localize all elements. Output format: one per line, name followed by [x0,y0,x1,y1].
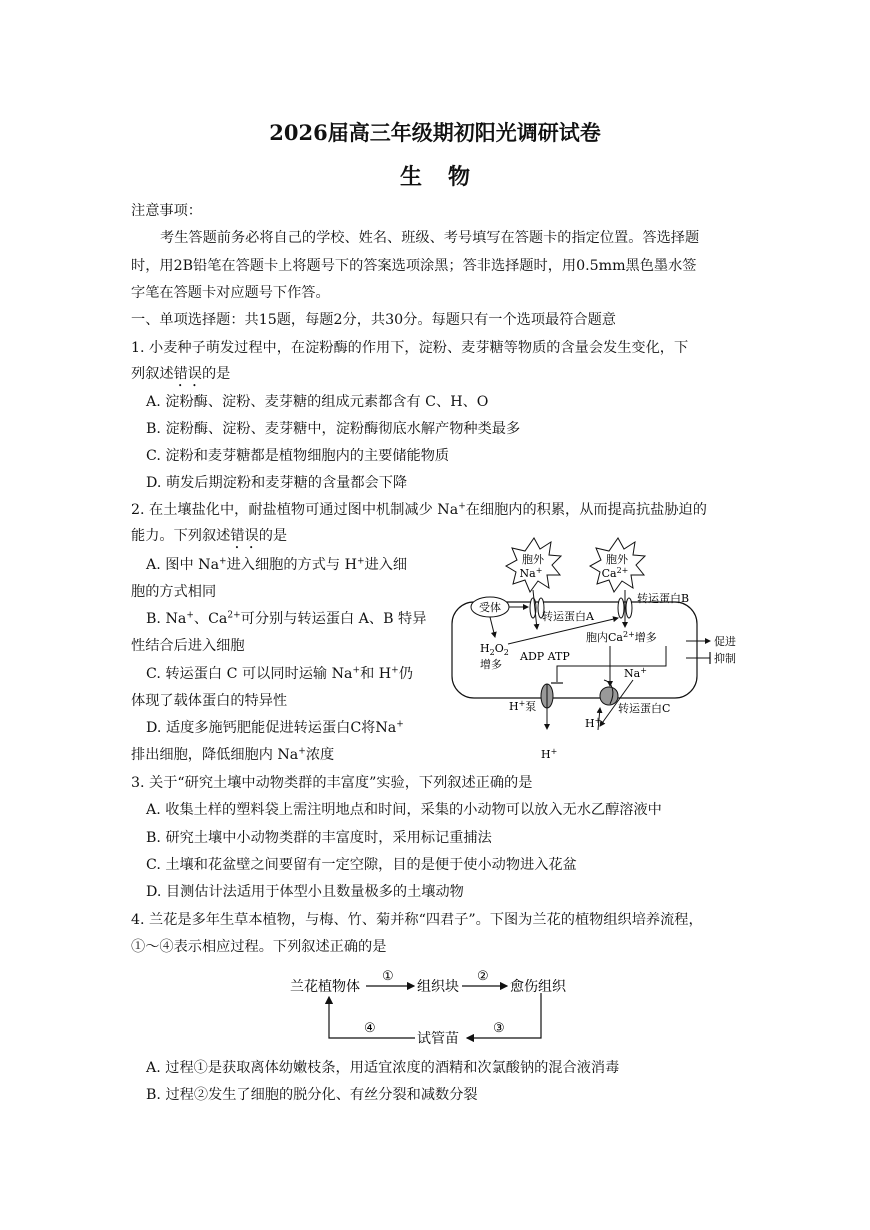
flow-node-plant: 兰花植物体 [290,979,360,995]
transporter-a-label: 转运蛋白A [542,610,594,623]
transporter-b-label: 转运蛋白B [637,592,690,605]
q1-option-b: B. 淀粉酶、淀粉、麦芽糖中，淀粉酶彻底水解产物种类最多 [146,421,521,437]
q2-option-c: C. 转运蛋白 C 可以同时运输 Na+和 H+仍 [146,665,413,682]
q2-option-d-cont: 排出细胞，降低细胞内 Na+浓度 [131,746,335,763]
emphasis-wrong: 错误 [173,366,202,382]
flow-node-seedling: 试管苗 [417,1031,459,1047]
h-out-label: H+ [541,747,558,761]
q2-option-a-cont: 胞的方式相同 [131,584,217,600]
step-3: ③ [493,1021,505,1036]
exam-title: 2026届高三年级期初阳光调研试卷 [269,120,601,145]
na-out-ion: Na+ [519,566,543,580]
notice-line: 时，用2B铅笔在答题卡上将题号下的答案选项涂黑；答非选择题时，用0.5mm黑色墨水签 [131,258,697,274]
q2-option-a: A. 图中 Na+进入细胞的方式与 H+进入细 [146,556,408,573]
subject-title: 生物 [399,164,496,190]
q3-option-c: C. 土壤和花盆壁之间要留有一定空隙，目的是便于使小动物进入花盆 [146,857,577,873]
notice-line: 字笔在答题卡对应题号下作答。 [131,285,330,301]
transporter-c [600,687,618,705]
h-pump-label: H+泵 [509,699,537,713]
tissue-culture-flow [280,960,600,1055]
step-1: ① [382,969,394,984]
q2-stem-line2: 能力。下列叙述错误的是 [131,528,288,544]
h2o2-increase: 增多 [480,658,502,671]
q4-option-a: A. 过程①是获取离体幼嫩枝条，用适宜浓度的酒精和次氯酸钠的混合液消毒 [146,1060,620,1076]
q3-stem: 3. 关于“研究土壤中动物类群的丰富度”实验，下列叙述正确的是 [131,775,533,791]
transporter-b [626,598,632,618]
notice-heading: 注意事项： [131,203,202,219]
q4-stem-line2: ①～④表示相应过程。下列叙述正确的是 [131,939,387,955]
q2-option-d: D. 适度多施钙肥能促进转运蛋白C将Na+ [146,719,404,736]
q1-stem-line2: 列叙述错误的是 [131,366,231,382]
receptor-label: 受体 [479,601,501,614]
q3-option-d: D. 目测估计法适用于体型小且数量极多的土壤动物 [146,884,464,900]
q1-stem: 1. 小麦种子萌发过程中，在淀粉酶的作用下，淀粉、麦芽糖等物质的含量会发生变化，下 [131,340,689,356]
section-heading: 一、单项选择题：共15题，每题2分，共30分。每题只有一个选项最符合题意 [131,312,616,328]
transporter-c-label: 转运蛋白C [618,702,671,715]
legend-promote: 促进 [714,635,736,648]
q1-option-c: C. 淀粉和麦芽糖都是植物细胞内的主要储能物质 [146,448,450,464]
q4-option-b: B. 过程②发生了细胞的脱分化、有丝分裂和减数分裂 [146,1087,478,1103]
flow-node-callus: 愈伤组织 [510,979,566,995]
adp-atp-label: ADP ATP [520,650,570,663]
q3-option-a: A. 收集土样的塑料袋上需注明地点和时间，采集的小动物可以放入无水乙醇溶液中 [146,802,662,818]
q2-stem: 2. 在土壤盐化中，耐盐植物可通过图中机制减少 Na+在细胞内的积累，从而提高抗盐胁迫的 [131,501,707,518]
q2-option-b-cont: 性结合后进入细胞 [131,638,245,654]
salt-stress-diagram [440,534,750,770]
q4-stem: 4. 兰花是多年生草本植物，与梅、竹、菊并称“四君子”。下图为兰花的植物组织培养流程， [131,912,703,928]
ca-out-ion: $Ca^{2+}$ [601,566,629,580]
notice-line: 考生答题前务必将自己的学校、姓名、班级、考号填写在答题卡的指定位置。答选择题 [160,230,700,246]
ca-in-label: 胞内$Ca^{2+}$增多 [586,630,657,644]
na-out-label: 胞外 [522,553,544,566]
transporter-b [618,598,624,618]
ca-out-label: 胞外 [606,553,628,566]
q2-option-b: B. Na+、$Ca^{2+}$可分别与转运蛋白 A、B 特异 [146,610,427,627]
step-4: ④ [364,1021,376,1036]
q2-option-c-cont: 体现了载体蛋白的特异性 [131,693,288,709]
q1-option-a: A. 淀粉酶、淀粉、麦芽糖的组成元素都含有 C、H、O [146,394,489,410]
flow-node-tissue: 组织块 [417,979,459,995]
na-in-label: Na+ [624,666,647,680]
q3-option-b: B. 研究土壤中小动物类群的丰富度时，采用标记重捕法 [146,830,492,846]
emphasis-wrong: 错误 [230,528,259,544]
step-2: ② [477,969,489,984]
q1-option-d: D. 萌发后期淀粉和麦芽糖的含量都会下降 [146,475,408,491]
h2o2-label: $H_2O_2$ [480,642,509,657]
h-in-label: H+ [585,716,602,730]
legend-inhibit: 抑制 [714,652,736,665]
